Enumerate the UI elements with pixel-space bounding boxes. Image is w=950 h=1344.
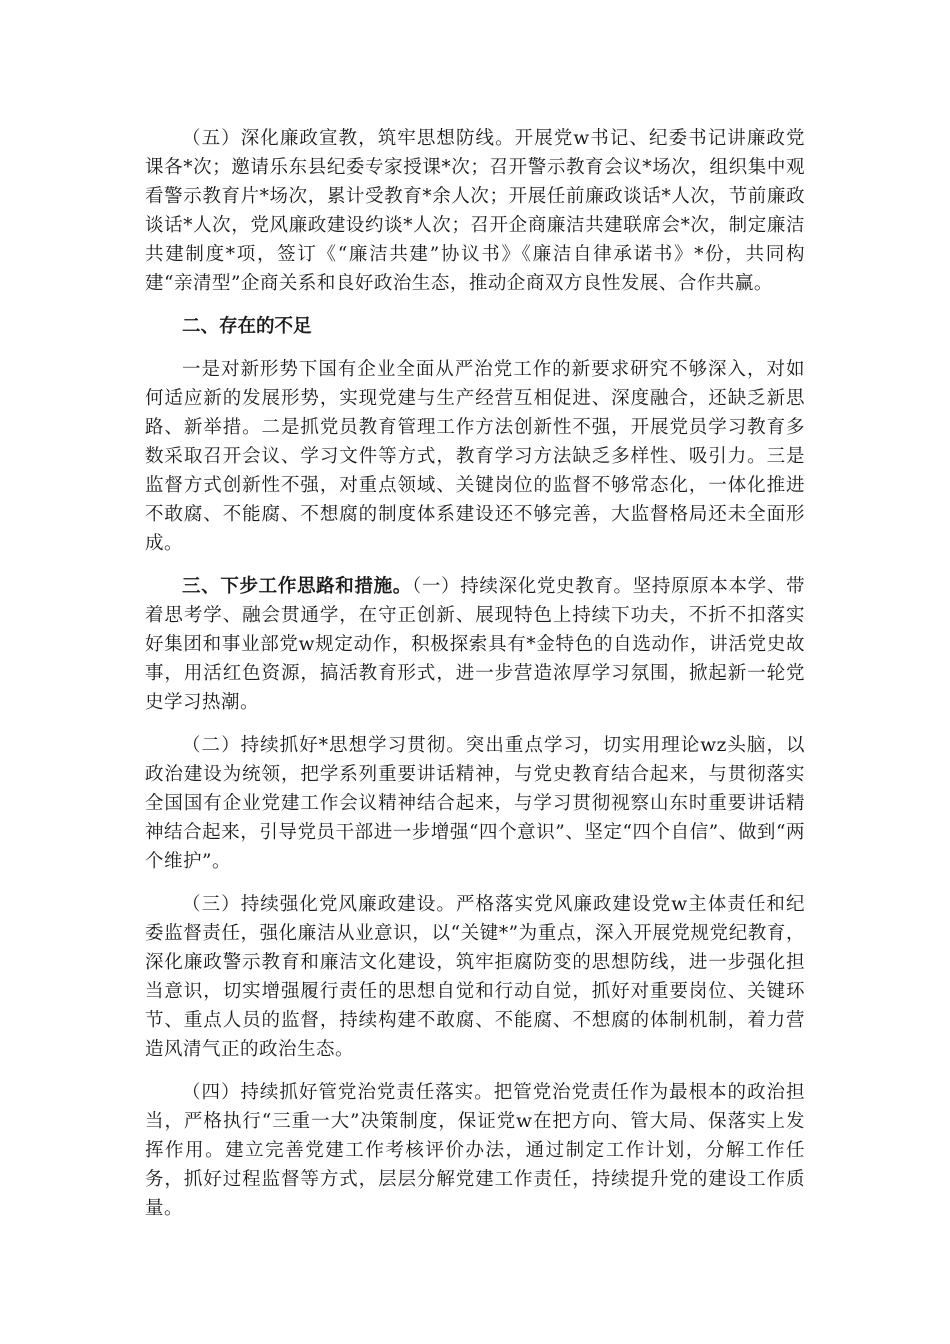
- paragraph-next-steps-party-history: [145, 572, 805, 717]
- paragraph-shortcomings: 一是对新形势下国有企业全面从严治党工作的新要求研究不够深入，对如何适应新的发展形势，实现党建与生产经营互相促进、深度融合，还缺乏新思路、新举措。二是抓党员教育管理工作方法创新性不强，开展党员学习教育多数采取召开会议、学习文件等方式，教育学习方法缺乏多样性、吸引力。三是监督方式创新性不强，对重点领域、关键岗位的监督不够常态化，一体化推进不敢腐、不能腐、不想腐的制度体系建设还不够完善，大监督格局还未全面形成。: [145, 359, 805, 554]
- document-page: [145, 124, 805, 1237]
- paragraph-party-history-text: （一）持续深化党史教育。坚持原原本本学、带着思考学、融会贯通学，在守正创新、展现特色上持续下功夫，不折不扣落实好集团和事业部党w规定动作，积极探索具有*金特色的自选动作，讲活党史故事，用活红色资源，搞活教育形式，进一步营造浓厚学习氛围，掀起新一轮党史学习热潮。: [145, 576, 805, 713]
- paragraph-clean-governance: （三）持续强化党风廉政建设。严格落实党风廉政建设党w主体责任和纪委监督责任，强化廉洁从业意识，以“关键*”为重点，深入开展党规党纪教育，深化廉政警示教育和廉洁文化建设，筑牢拒腐防变的思想防线，进一步强化担当意识，切实增强履行责任的思想自觉和行动自觉，抓好对重要岗位、关键环节、重点人员的监督，持续构建不敢腐、不能腐、不想腐的体制机制，着力营造风清气正的政治生态。: [145, 894, 805, 1060]
- heading-next-steps: 三、下步工作思路和措施。: [182, 576, 412, 597]
- paragraph-thought-study: （二）持续抓好*思想学习贯彻。突出重点学习，切实用理论wz头脑，以政治建设为统领，把学系列重要讲话精神，与党史教育结合起来，与贯彻落实全国国有企业党建工作会议精神结合起来，与学习贯彻视察山东时重要讲话精神结合起来，引导党员干部进一步增强“四个意识”、坚定“四个自信”、做到“两个维护”。: [145, 735, 805, 872]
- paragraph-integrity-education: （五）深化廉政宣教，筑牢思想防线。开展党w书记、纪委书记讲廉政党课各*次；邀请乐东县纪委专家授课*次；召开警示教育会议*场次，组织集中观看警示教育片*场次，累计受教育*余人次；开展任前廉政谈话*人次，节前廉政谈话*人次，党风廉政建设约谈*人次；召开企商廉洁共建联席会*次，制定廉洁共建制度*项，签订《“廉洁共建”协议书》《廉洁自律承诺书》*份，共同构建“亲清型”企商关系和良好政治生态，推动企商双方良性发展、合作共赢。: [145, 128, 805, 294]
- paragraph-party-responsibility: （四）持续抓好管党治党责任落实。把管党治党责任作为最根本的政治担当，严格执行“三重一大”决策制度，保证党w在把方向、管大局、保落实上发挥作用。建立完善党建工作考核评价办法，通过制定工作计划，分解工作任务，抓好过程监督等方式，层层分解党建工作责任，持续提升党的建设工作质量。: [145, 1082, 805, 1219]
- heading-shortcomings: 二、存在的不足: [182, 316, 312, 337]
